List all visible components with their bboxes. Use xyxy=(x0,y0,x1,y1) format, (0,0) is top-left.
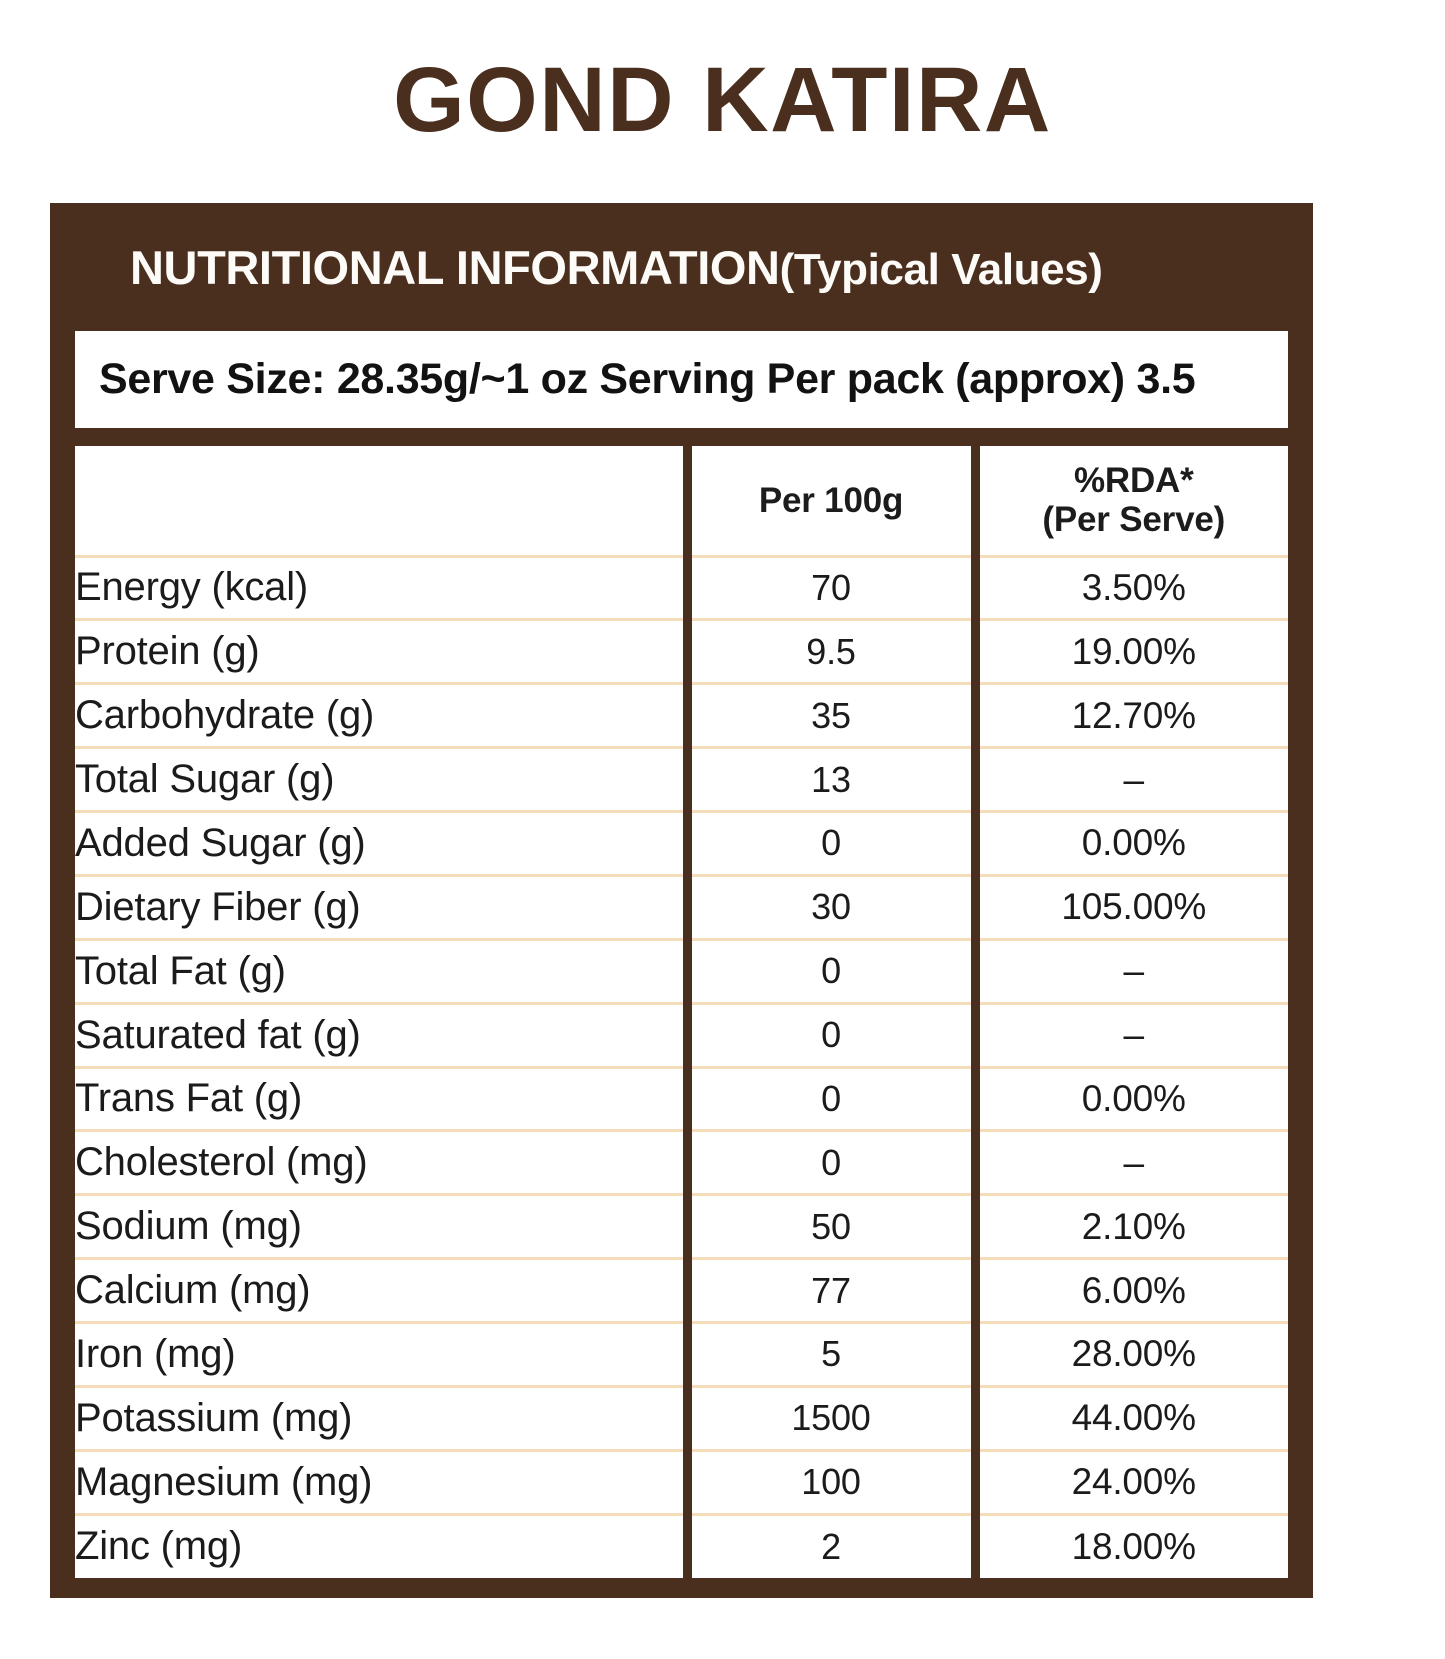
column-header-nutrient xyxy=(75,446,687,556)
rda-per-serve-value: 2.10% xyxy=(975,1195,1288,1259)
nutrient-label: Potassium (mg) xyxy=(75,1386,687,1450)
nutrient-label: Added Sugar (g) xyxy=(75,812,687,876)
rda-per-serve-value: 44.00% xyxy=(975,1386,1288,1450)
table-row xyxy=(75,1323,1288,1387)
nutrient-label: Carbohydrate (g) xyxy=(75,684,687,748)
serve-size-text: Serve Size: 28.35g/~1 oz Serving Per pack (approx) 3.5 xyxy=(99,355,1196,403)
nutrient-label: Iron (mg) xyxy=(75,1323,687,1387)
table-row xyxy=(75,620,1288,684)
nutrient-label: Saturated fat (g) xyxy=(75,1003,687,1067)
rda-per-serve-value: 28.00% xyxy=(975,1323,1288,1387)
nutrient-label: Dietary Fiber (g) xyxy=(75,875,687,939)
per-100g-value: 13 xyxy=(687,748,975,812)
table-header xyxy=(75,446,1288,556)
panel-header xyxy=(50,203,1313,331)
per-100g-value: 1500 xyxy=(687,1386,975,1450)
per-100g-value: 2 xyxy=(687,1514,975,1578)
table-body xyxy=(75,556,1288,1578)
table-row xyxy=(75,1067,1288,1131)
panel-header-label xyxy=(130,240,1103,295)
per-100g-value: 0 xyxy=(687,939,975,1003)
table-row xyxy=(75,556,1288,620)
column-header-rda-line1: %RDA* xyxy=(1073,461,1194,501)
per-100g-value: 5 xyxy=(687,1323,975,1387)
rda-per-serve-value: – xyxy=(975,748,1288,812)
rda-per-serve-value: 12.70% xyxy=(975,684,1288,748)
rda-per-serve-value: 0.00% xyxy=(975,1067,1288,1131)
nutrient-label: Calcium (mg) xyxy=(75,1259,687,1323)
serve-size-band xyxy=(75,331,1288,428)
rda-per-serve-value: – xyxy=(975,1131,1288,1195)
column-header-per-100g: Per 100g xyxy=(687,446,975,556)
nutrient-label: Energy (kcal) xyxy=(75,556,687,620)
table-row xyxy=(75,1131,1288,1195)
nutrient-label: Zinc (mg) xyxy=(75,1514,687,1578)
column-header-rda xyxy=(975,446,1288,556)
per-100g-value: 30 xyxy=(687,875,975,939)
nutrient-label: Sodium (mg) xyxy=(75,1195,687,1259)
nutrient-label: Total Sugar (g) xyxy=(75,748,687,812)
nutrient-label: Magnesium (mg) xyxy=(75,1450,687,1514)
table-row xyxy=(75,748,1288,812)
per-100g-value: 35 xyxy=(687,684,975,748)
rda-per-serve-value: – xyxy=(975,939,1288,1003)
table-row xyxy=(75,684,1288,748)
table-header-row xyxy=(75,446,1288,556)
nutrition-table-wrap xyxy=(75,446,1288,1578)
table-row xyxy=(75,875,1288,939)
nutrient-label: Protein (g) xyxy=(75,620,687,684)
nutrition-panel xyxy=(50,203,1313,1598)
per-100g-value: 9.5 xyxy=(687,620,975,684)
page-title: GOND KATIRA xyxy=(393,49,1052,151)
per-100g-value: 77 xyxy=(687,1259,975,1323)
rda-per-serve-value: 3.50% xyxy=(975,556,1288,620)
nutrient-label: Cholesterol (mg) xyxy=(75,1131,687,1195)
per-100g-value: 0 xyxy=(687,812,975,876)
column-header-rda-line2: (Per Serve) xyxy=(1042,500,1226,540)
per-100g-value: 0 xyxy=(687,1067,975,1131)
panel-header-main: NUTRITIONAL INFORMATION xyxy=(130,240,780,294)
rda-per-serve-value: 24.00% xyxy=(975,1450,1288,1514)
nutrition-table xyxy=(75,446,1288,1578)
rda-per-serve-value: 0.00% xyxy=(975,812,1288,876)
per-100g-value: 100 xyxy=(687,1450,975,1514)
rda-per-serve-value: 105.00% xyxy=(975,875,1288,939)
per-100g-value: 70 xyxy=(687,556,975,620)
panel-header-paren: (Typical Values) xyxy=(779,244,1103,294)
table-row xyxy=(75,812,1288,876)
table-row xyxy=(75,1195,1288,1259)
nutrient-label: Trans Fat (g) xyxy=(75,1067,687,1131)
rda-per-serve-value: 19.00% xyxy=(975,620,1288,684)
table-row xyxy=(75,1386,1288,1450)
per-100g-value: 0 xyxy=(687,1003,975,1067)
rda-per-serve-value: 18.00% xyxy=(975,1514,1288,1578)
table-row xyxy=(75,1450,1288,1514)
nutrient-label: Total Fat (g) xyxy=(75,939,687,1003)
per-100g-value: 0 xyxy=(687,1131,975,1195)
table-row xyxy=(75,1003,1288,1067)
table-row xyxy=(75,939,1288,1003)
per-100g-value: 50 xyxy=(687,1195,975,1259)
rda-per-serve-value: 6.00% xyxy=(975,1259,1288,1323)
table-row xyxy=(75,1514,1288,1578)
rda-per-serve-value: – xyxy=(975,1003,1288,1067)
table-row xyxy=(75,1259,1288,1323)
